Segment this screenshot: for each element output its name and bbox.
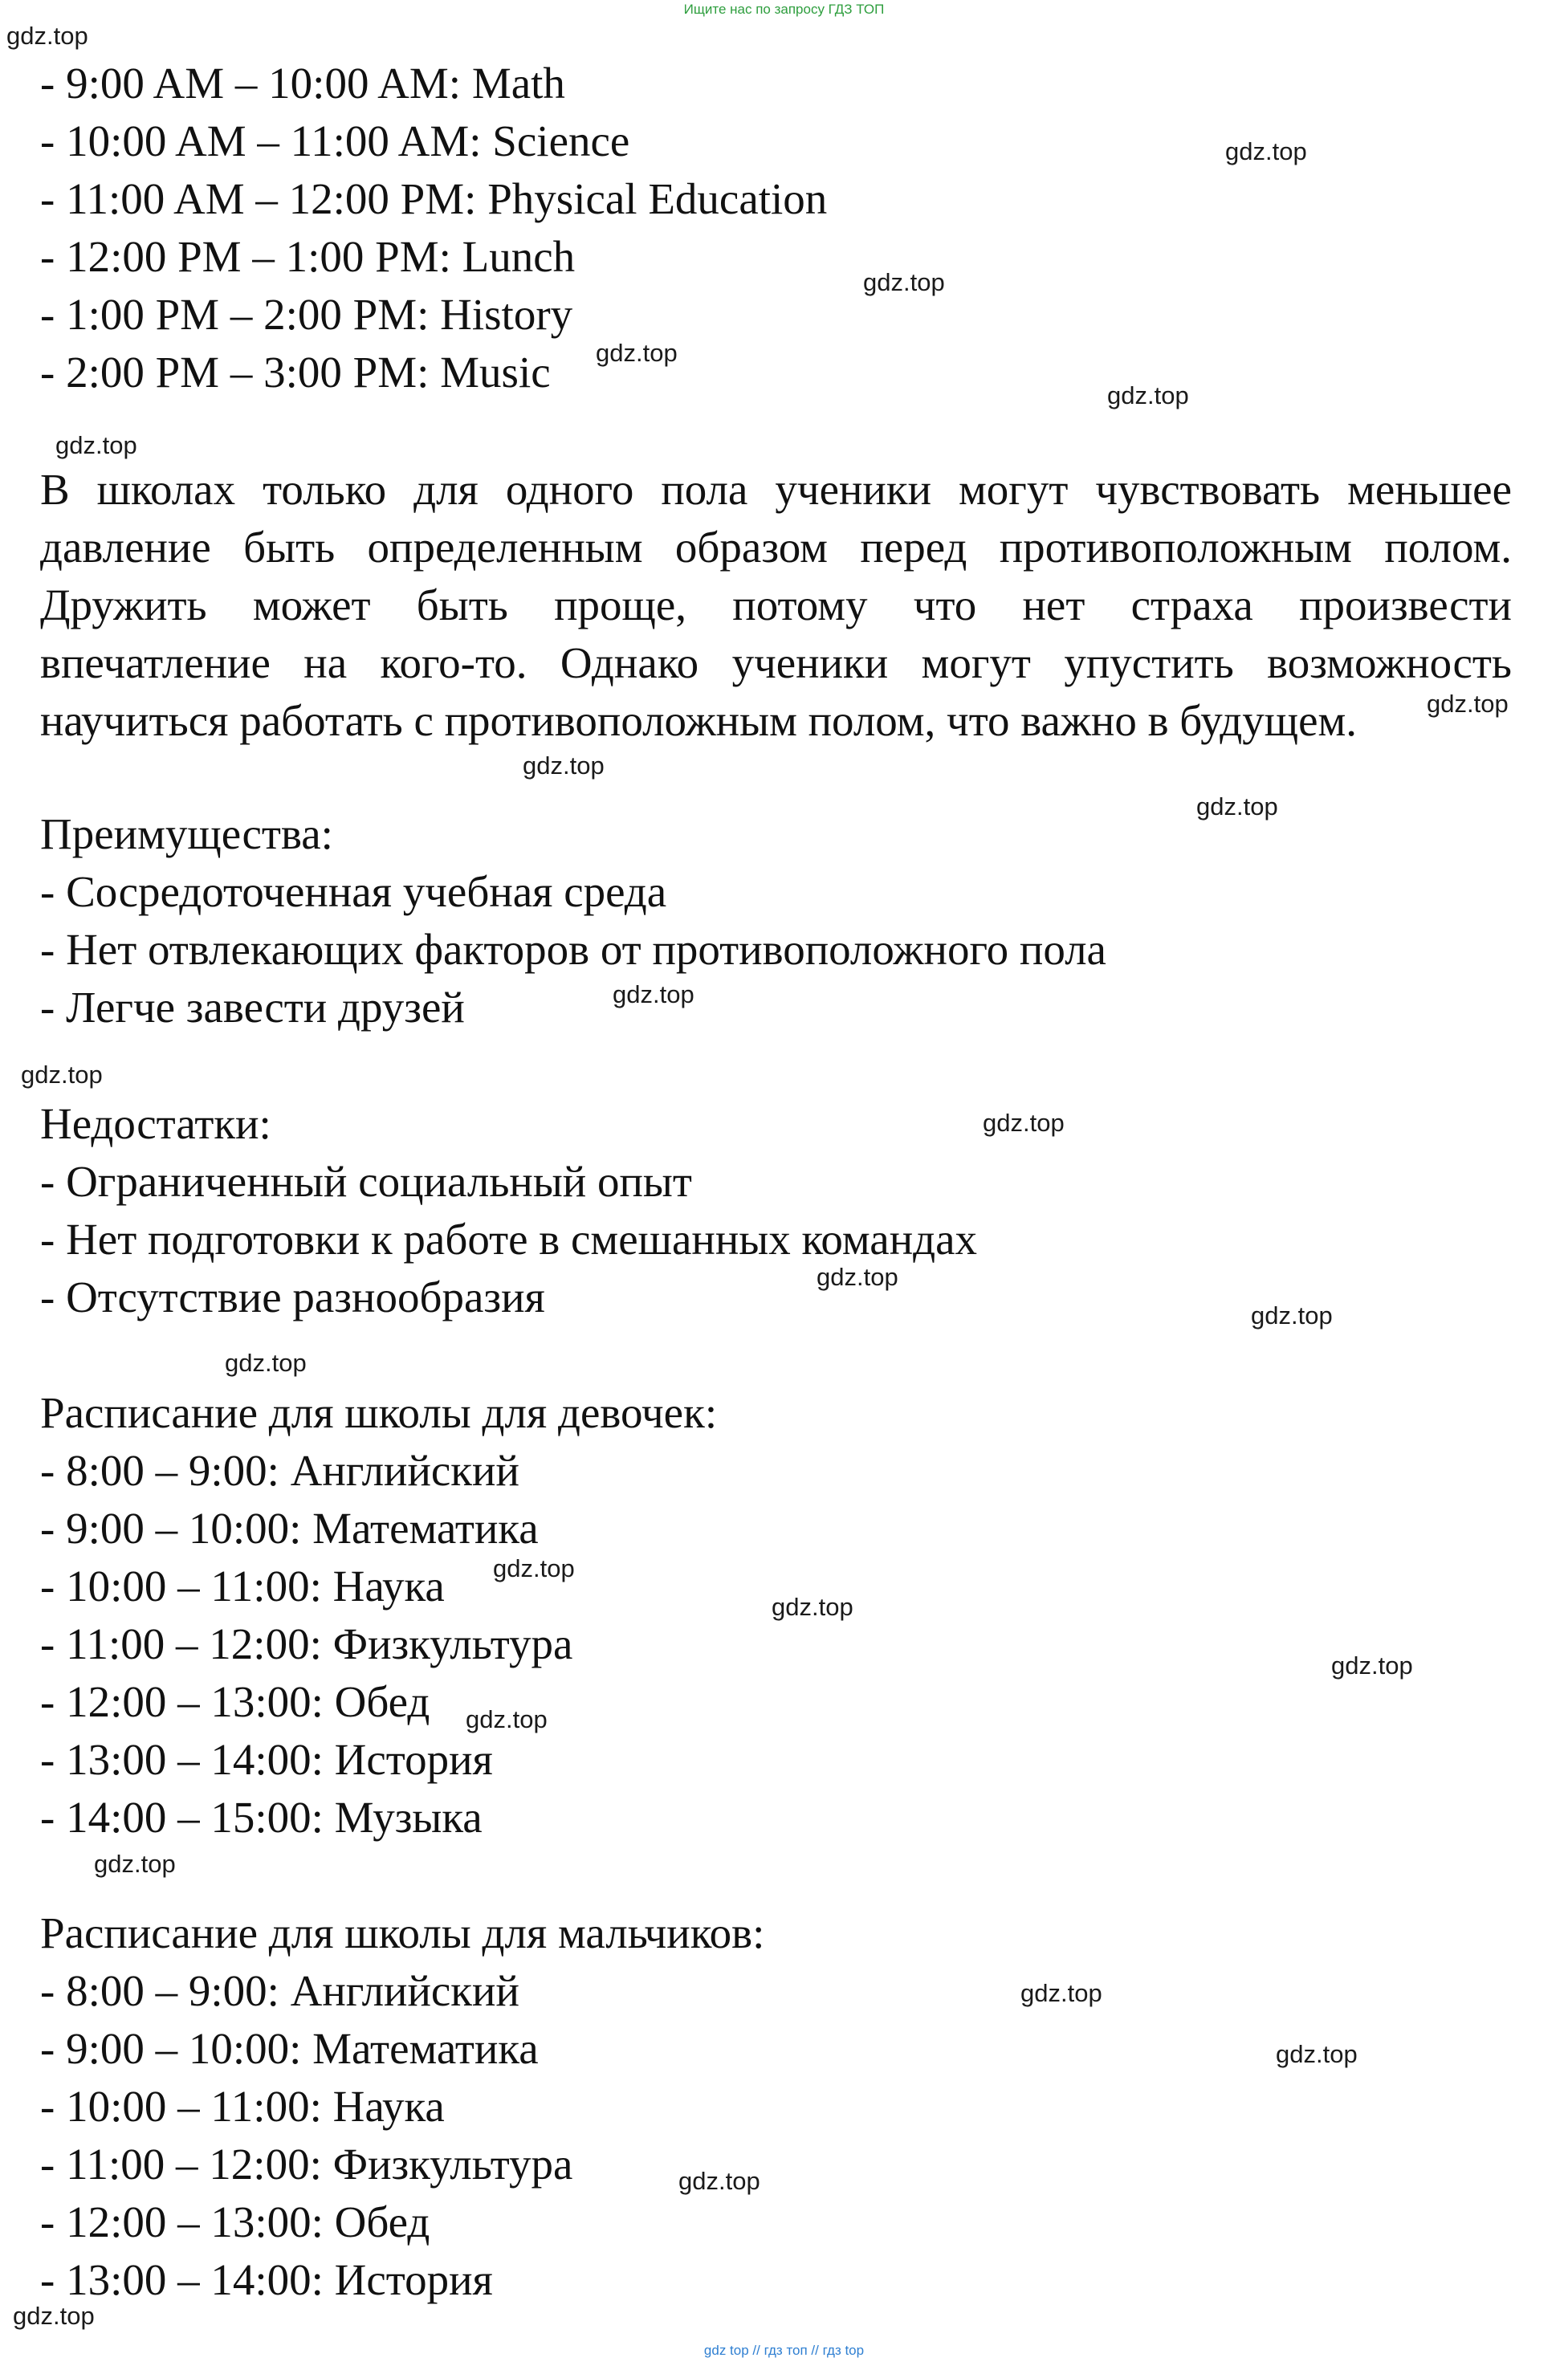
schedule-line: - 9:00 AM – 10:00 AM: Math	[40, 59, 565, 108]
watermark: gdz.top	[13, 2302, 95, 2330]
boys-schedule	[40, 1904, 764, 2309]
watermark: gdz.top	[596, 339, 678, 367]
schedule-line: - 10:00 – 11:00: Наука	[40, 2082, 445, 2131]
watermark: gdz.top	[493, 1554, 575, 1582]
watermark: gdz.top	[1331, 1651, 1413, 1680]
disadvantages-title: Недостатки:	[40, 1099, 271, 1148]
watermark: gdz.top	[1276, 2040, 1358, 2068]
watermark: gdz.top	[225, 1349, 307, 1377]
disadvantages-section	[40, 1095, 977, 1326]
disadvantage-item: - Отсутствие разнообразия	[40, 1273, 545, 1321]
schedule-line: - 8:00 – 9:00: Английский	[40, 1966, 519, 2015]
schedule-line: - 12:00 – 13:00: Обед	[40, 2197, 430, 2246]
watermark: gdz.top	[1251, 1301, 1333, 1330]
watermark: gdz.top	[21, 1061, 103, 1089]
disadvantage-item: - Нет подготовки к работе в смешанных командах	[40, 1215, 978, 1264]
top-banner: Ищите нас по запросу ГДЗ ТОП	[683, 2, 885, 17]
watermark: gdz.top	[613, 980, 694, 1008]
watermark: gdz.top	[772, 1593, 853, 1621]
bottom-banner: gdz top // гдз топ // гдз top	[703, 2343, 865, 2358]
watermark: gdz.top	[523, 751, 605, 780]
schedule-line: - 12:00 PM – 1:00 PM: Lunch	[40, 232, 576, 281]
boys-schedule-title: Расписание для школы для мальчиков:	[40, 1908, 765, 1957]
schedule-line: - 11:00 AM – 12:00 PM: Physical Education	[40, 174, 828, 223]
watermark: gdz.top	[466, 1705, 548, 1733]
watermark: gdz.top	[1225, 137, 1307, 165]
watermark: gdz.top	[1196, 792, 1278, 821]
paragraph-line: давление быть определенным образом перед противоположным полом.	[40, 523, 1512, 572]
schedule-line: - 2:00 PM – 3:00 PM: Music	[40, 348, 551, 397]
watermark: gdz.top	[6, 22, 88, 50]
schedule-line: - 9:00 – 10:00: Математика	[40, 2024, 539, 2073]
schedule-line: - 8:00 – 9:00: Английский	[40, 1446, 519, 1495]
paragraph-line: впечатление на кого-то. Однако ученики могут упустить возможность	[40, 638, 1512, 687]
schedule-line: - 13:00 – 14:00: История	[40, 2255, 493, 2304]
disadvantage-item: - Ограниченный социальный опыт	[40, 1157, 692, 1206]
schedule-line: - 13:00 – 14:00: История	[40, 1735, 493, 1784]
paragraph-line: научиться работать с противоположным полом, что важно в будущем.	[40, 696, 1358, 745]
watermark: gdz.top	[55, 431, 137, 459]
watermark: gdz.top	[94, 1850, 176, 1878]
paragraph-line: Дружить может быть проще, потому что нет страха произвести	[40, 580, 1512, 629]
schedule-line: - 11:00 – 12:00: Физкультура	[40, 1619, 573, 1668]
essay-paragraph	[40, 461, 1512, 750]
english-schedule	[40, 55, 827, 401]
schedule-line: - 10:00 AM – 11:00 AM: Science	[40, 116, 630, 165]
schedule-line: - 12:00 – 13:00: Обед	[40, 1677, 430, 1726]
schedule-line: - 1:00 PM – 2:00 PM: History	[40, 290, 573, 339]
watermark: gdz.top	[1020, 1979, 1102, 2007]
advantage-item: - Легче завести друзей	[40, 983, 465, 1032]
watermark: gdz.top	[678, 2167, 760, 2195]
schedule-line: - 14:00 – 15:00: Музыка	[40, 1793, 483, 1842]
paragraph-line: В школах только для одного пола ученики могут чувствовать меньшее	[40, 465, 1512, 514]
girls-schedule	[40, 1384, 717, 1847]
advantage-item: - Сосредоточенная учебная среда	[40, 867, 667, 916]
advantage-item: - Нет отвлекающих факторов от противоположного пола	[40, 925, 1106, 974]
watermark: gdz.top	[1427, 690, 1509, 718]
watermark: gdz.top	[817, 1263, 898, 1291]
watermark: gdz.top	[983, 1109, 1065, 1137]
watermark: gdz.top	[1107, 381, 1189, 409]
advantages-section	[40, 805, 1106, 1036]
advantages-title: Преимущества:	[40, 809, 333, 858]
schedule-line: - 9:00 – 10:00: Математика	[40, 1504, 539, 1553]
schedule-line: - 10:00 – 11:00: Наука	[40, 1562, 445, 1611]
girls-schedule-title: Расписание для школы для девочек:	[40, 1388, 718, 1437]
watermark: gdz.top	[863, 268, 945, 296]
schedule-line: - 11:00 – 12:00: Физкультура	[40, 2140, 573, 2189]
